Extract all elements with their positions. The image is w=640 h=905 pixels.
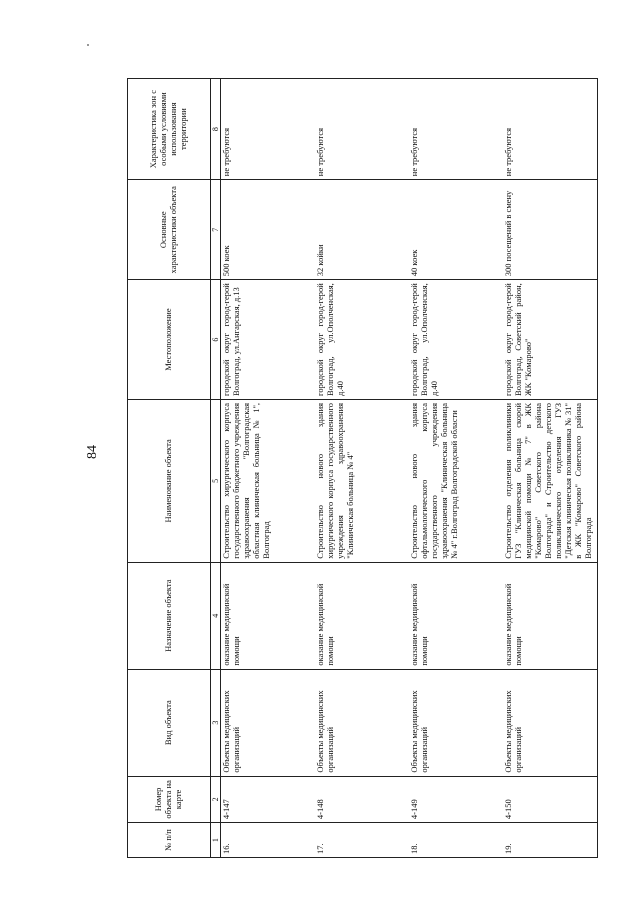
object-kind: Объекты медицинских организаций — [221, 669, 316, 776]
page-number: 84 — [85, 445, 100, 459]
header-cell: № п/п — [128, 823, 211, 858]
object-name: Строительство нового здания офтальмологического корпуса государственного учреждения здравоохранения "Клиническая больница № 4" г.Волгоград Волгоградской области — [409, 399, 503, 562]
column-number: 8 — [211, 79, 221, 180]
object-location: городской округ город-герой Волгоград, ул.Ополченская, д.40 — [409, 280, 503, 400]
object-name: Строительство хирургического корпуса государственного бюджетного учреждения здравоохранения "Волгоградская областная клиническая больница № 1", Волгоград — [221, 399, 316, 562]
object-characteristics: 300 посещений в смену — [503, 180, 598, 280]
row-number: 19. — [503, 823, 598, 858]
row-number: 17. — [315, 823, 409, 858]
header-cell: Вид объекта — [128, 669, 211, 776]
object-kind: Объекты медицинских организаций — [409, 669, 503, 776]
scan-speck — [87, 44, 89, 46]
object-kind: Объекты медицинских организаций — [315, 669, 409, 776]
column-number: 3 — [211, 669, 221, 776]
zone-characteristics: не требуются — [409, 79, 503, 180]
table-row — [221, 79, 316, 858]
object-characteristics: 500 коек — [221, 180, 316, 280]
object-name: Строительство нового здания хирургического корпуса государственного учреждения здравоохранения "Клиническая больница № 4" — [315, 399, 409, 562]
object-purpose: оказание медицинской помощи — [503, 562, 598, 669]
object-characteristics: 40 коек — [409, 180, 503, 280]
column-number: 2 — [211, 776, 221, 823]
header-cell: Основные характеристики объекта — [128, 180, 211, 280]
object-location: городской округ город-герой Волгоград, Советский район, ЖК "Комарово" — [503, 280, 598, 400]
map-object-id: 4-150 — [503, 776, 598, 823]
column-number: 5 — [211, 399, 221, 562]
header-row — [128, 79, 211, 858]
object-location: городской округ город-герой Волгоград, ул.Ополченская, д.40 — [315, 280, 409, 400]
table-row — [409, 79, 503, 858]
zone-characteristics: не требуются — [315, 79, 409, 180]
objects-table — [127, 78, 598, 858]
map-object-id: 4-148 — [315, 776, 409, 823]
column-number: 6 — [211, 280, 221, 400]
object-kind: Объекты медицинских организаций — [503, 669, 598, 776]
table-row — [315, 79, 409, 858]
column-number-row — [211, 79, 221, 858]
object-purpose: оказание медицинской помощи — [315, 562, 409, 669]
zone-characteristics: не требуются — [503, 79, 598, 180]
column-number: 7 — [211, 180, 221, 280]
object-purpose: оказание медицинской помощи — [221, 562, 316, 669]
rotated-table-container — [127, 78, 593, 858]
column-number: 4 — [211, 562, 221, 669]
row-number: 16. — [221, 823, 316, 858]
object-purpose: оказание медицинской помощи — [409, 562, 503, 669]
header-cell: Характеристика зон с особыми условиями использования территории — [128, 79, 211, 180]
object-location: городской округ город-герой Волгоград, ул.Ангарская, д.13 — [221, 280, 316, 400]
map-object-id: 4-147 — [221, 776, 316, 823]
table-row — [503, 79, 598, 858]
header-cell: Наименование объекта — [128, 399, 211, 562]
header-cell: Назначение объекта — [128, 562, 211, 669]
object-name: Строительство отделения поликлиники ГУЗ "Клиническая больница скорой медицинской помощи № 7" в ЖК "Комарово" Советского района Волгограда" и Строительство детского поликлинического отделения ГУЗ "Детская клиническая поликлиника № 31" в ЖК "Комарово" Советского района Волгограда — [503, 399, 598, 562]
object-characteristics: 32 койки — [315, 180, 409, 280]
row-number: 18. — [409, 823, 503, 858]
header-cell: Номер объекта на карте — [128, 776, 211, 823]
zone-characteristics: не требуются — [221, 79, 316, 180]
column-number: 1 — [211, 823, 221, 858]
header-cell: Местоположение — [128, 280, 211, 400]
map-object-id: 4-149 — [409, 776, 503, 823]
